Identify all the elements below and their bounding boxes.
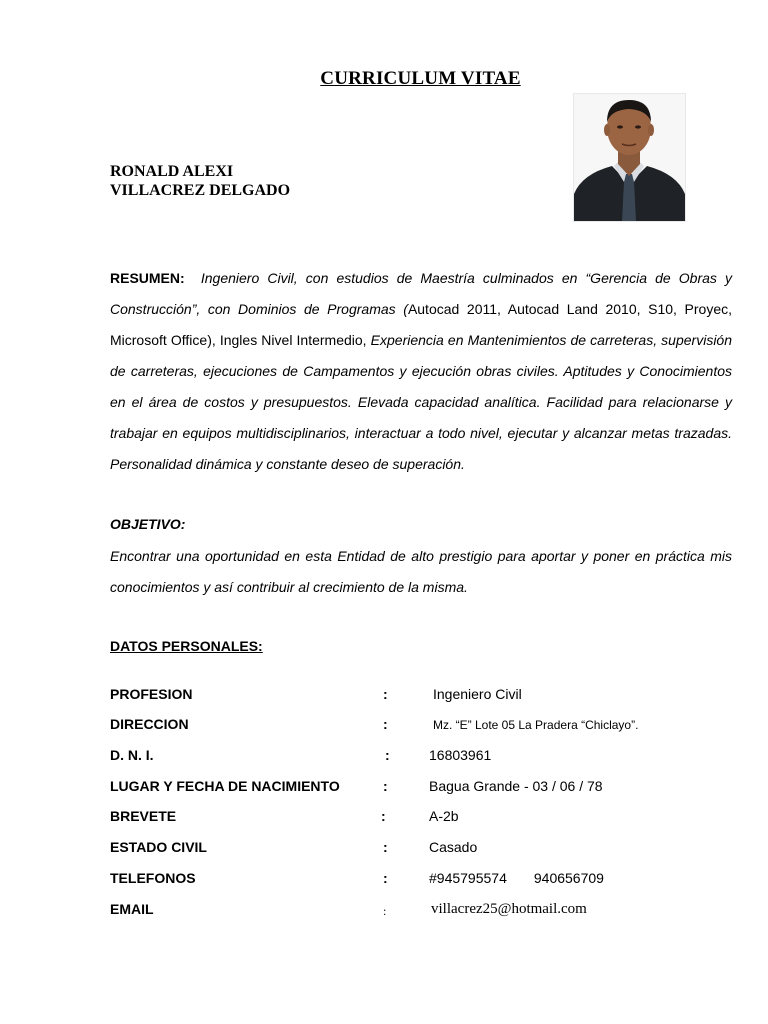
row-value: Bagua Grande - 03 / 06 / 78 xyxy=(429,778,603,794)
summary-text-c: Experiencia en Mantenimientos de carreteras, supervisión de carreteras, ejecuciones de Campamentos y ejecución obras civiles. Aptitudes y Conocimientos en el área de costos y presupuestos. Elevada capacidad analítica. Facilidad para relacionarse y trabajar en equipos multidisciplinarios, interactuar a todo nivel, ejecutar y alcanzar metas trazadas. Personalidad dinámica y constante deseo de superación. xyxy=(110,332,732,472)
row-value: A-2b xyxy=(429,808,459,824)
row-value: 16803961 xyxy=(429,747,492,763)
summary-label: RESUMEN: xyxy=(110,270,185,286)
personal-row xyxy=(110,686,730,706)
personal-row xyxy=(110,901,730,921)
profile-photo xyxy=(573,93,686,222)
personal-row xyxy=(110,870,730,890)
row-label: ESTADO CIVIL xyxy=(110,839,207,855)
row-value: Casado xyxy=(429,839,478,855)
personal-row xyxy=(110,747,730,767)
row-label: D. N. I. xyxy=(110,747,154,763)
personal-row xyxy=(110,716,730,736)
phone-2: 940656709 xyxy=(533,870,604,886)
personal-row xyxy=(110,778,730,798)
summary-paragraph xyxy=(110,263,732,480)
row-label: LUGAR Y FECHA DE NACIMIENTO xyxy=(110,778,340,794)
candidate-name xyxy=(110,162,290,200)
row-value: Mz. “E” Lote 05 La Pradera “Chiclayo”. xyxy=(433,718,639,732)
name-line-2: VILLACREZ DELGADO xyxy=(110,182,291,199)
personal-data-heading: DATOS PERSONALES: xyxy=(110,638,263,654)
objective-text: Encontrar una oportunidad en esta Entidad de alto prestigio para aportar y poner en práctica mis conocimientos y así contribuir al crecimiento de la misma. xyxy=(110,548,732,595)
row-label: EMAIL xyxy=(110,901,154,917)
row-colon: : xyxy=(383,778,388,794)
row-label: PROFESION xyxy=(110,686,193,702)
personal-row xyxy=(110,839,730,859)
row-colon: : xyxy=(383,839,388,855)
row-colon: : xyxy=(383,870,388,886)
row-value: Ingeniero Civil xyxy=(433,686,522,702)
row-colon: : xyxy=(381,808,386,824)
row-colon: : xyxy=(383,686,388,702)
name-line-1: RONALD ALEXI xyxy=(110,163,234,180)
phone-1: #945795574 xyxy=(429,870,507,886)
personal-row xyxy=(110,808,730,828)
row-label: BREVETE xyxy=(110,808,177,824)
document-title: CURRICULUM VITAE xyxy=(320,68,521,89)
row-colon: : xyxy=(385,747,390,763)
row-label: DIRECCION xyxy=(110,716,189,732)
row-label: TELEFONOS xyxy=(110,870,196,886)
summary-text-b: Autocad 2011, Autocad Land 2010, S10, Proyec, Microsoft Office), Ingles Nivel Intermedio, xyxy=(110,301,732,348)
objective-heading: OBJETIVO: xyxy=(110,516,186,532)
summary-text-a: Ingeniero Civil, con estudios de Maestría culminados en “Gerencia de Obras y Construcción”, con Dominios de Programas ( xyxy=(110,270,732,317)
row-value xyxy=(429,870,604,886)
row-colon: : xyxy=(383,904,387,918)
email-value: villacrez25@hotmail.com xyxy=(431,901,587,917)
row-colon: : xyxy=(383,716,388,732)
